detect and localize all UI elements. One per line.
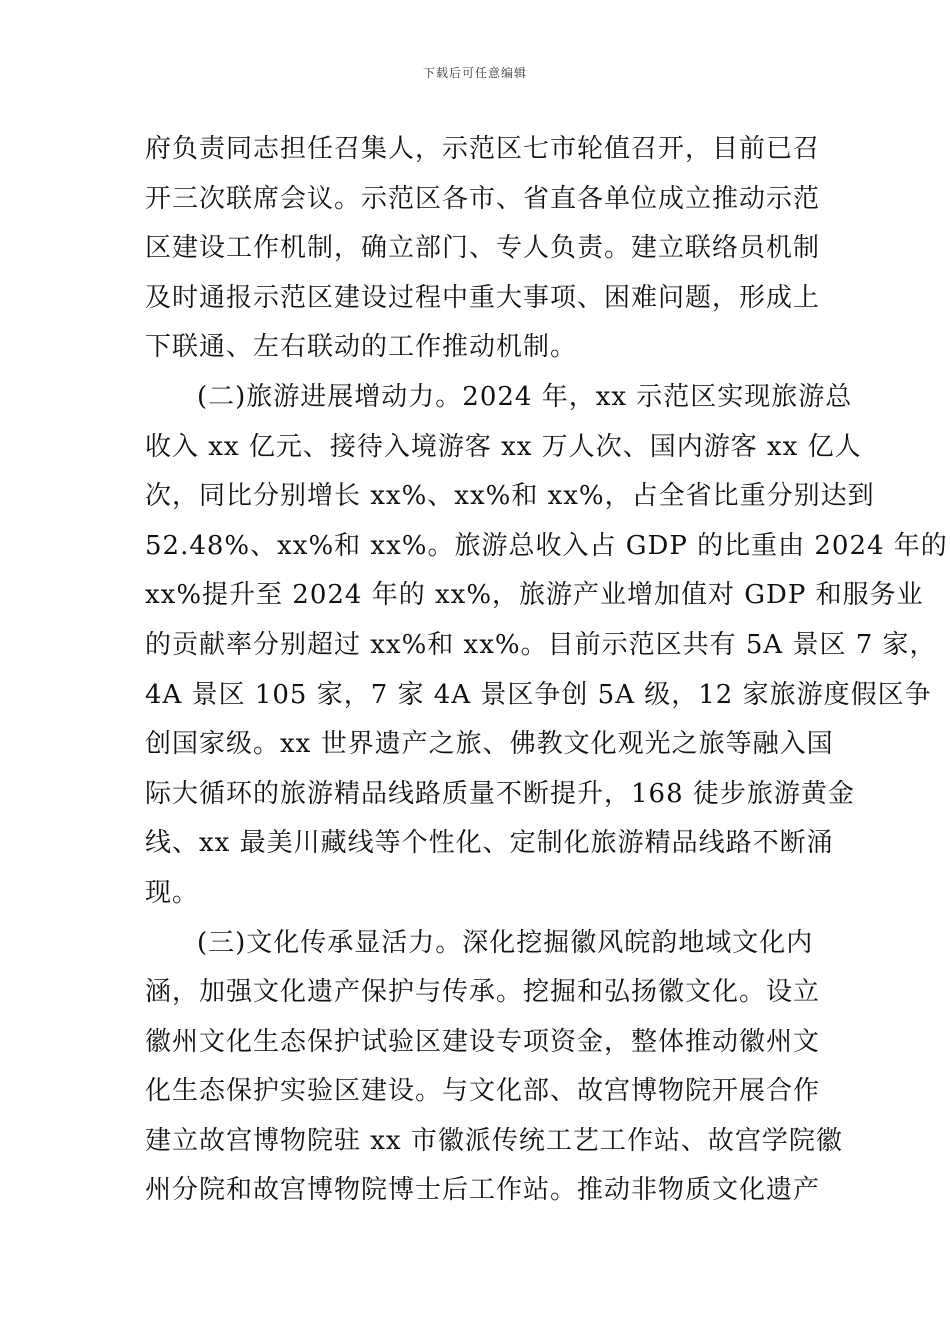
text-line: 的贡献率分别超过 xx%和 xx%。目前示范区共有 5A 景区 7 家， bbox=[145, 629, 937, 660]
text-line: 线、xx 最美川藏线等个性化、定制化旅游精品线路不断涌 bbox=[145, 828, 834, 859]
text-line: 开三次联席会议。示范区各市、省直各单位成立推动示范 bbox=[145, 183, 821, 214]
text-line: 区建设工作机制，确立部门、专人负责。建立联络员机制 bbox=[145, 233, 821, 264]
text-line: 化生态保护实验区建设。与文化部、故宫博物院开展合作 bbox=[145, 1076, 821, 1107]
text-line: 徽州文化生态保护试验区建设专项资金，整体推动徽州文 bbox=[145, 1026, 821, 1057]
text-line: 现。 bbox=[145, 877, 200, 908]
document-body bbox=[145, 125, 948, 1216]
text-line: 及时通报示范区建设过程中重大事项、困难问题，形成上 bbox=[145, 282, 821, 313]
page-header: 下载后可任意编辑 bbox=[422, 66, 527, 80]
text-line: xx%提升至 2024 年的 xx%，旅游产业增加值对 GDP 和服务业 bbox=[145, 580, 924, 611]
text-line: 次，同比分别增长 xx%、xx%和 xx%，占全省比重分别达到 bbox=[145, 481, 875, 512]
text-line: 下联通、左右联动的工作推动机制。 bbox=[145, 332, 578, 363]
text-line: 4A 景区 105 家，7 家 4A 景区争创 5A 级，12 家旅游度假区争 bbox=[145, 679, 932, 710]
text-line: 创国家级。xx 世界遗产之旅、佛教文化观光之旅等融入国 bbox=[145, 729, 834, 760]
text-line: 府负责同志担任召集人，示范区七市轮值召开，目前已召 bbox=[145, 134, 821, 164]
text-line: 涵，加强文化遗产保护与传承。挖掘和弘扬徽文化。设立 bbox=[145, 977, 821, 1008]
text-line: 州分院和故宫博物院博士后工作站。推动非物质文化遗产 bbox=[145, 1175, 821, 1206]
text-line: 建立故宫博物院驻 xx 市徽派传统工艺工作站、故宫学院徽 bbox=[145, 1125, 843, 1156]
text-line: 际大循环的旅游精品线路质量不断提升，168 徒步旅游黄金 bbox=[145, 778, 855, 809]
text-line: 收入 xx 亿元、接待入境游客 xx 万人次、国内游客 xx 亿人 bbox=[145, 431, 862, 462]
section-heading-line: (二)旅游进展增动力。2024 年，xx 示范区实现旅游总 bbox=[197, 381, 853, 412]
section-heading-line: (三)文化传承显活力。深化挖掘徽风皖韵地域文化内 bbox=[197, 927, 814, 958]
text-line: 52.48%、xx%和 xx%。旅游总收入占 GDP 的比重由 2024 年的 bbox=[145, 530, 948, 561]
